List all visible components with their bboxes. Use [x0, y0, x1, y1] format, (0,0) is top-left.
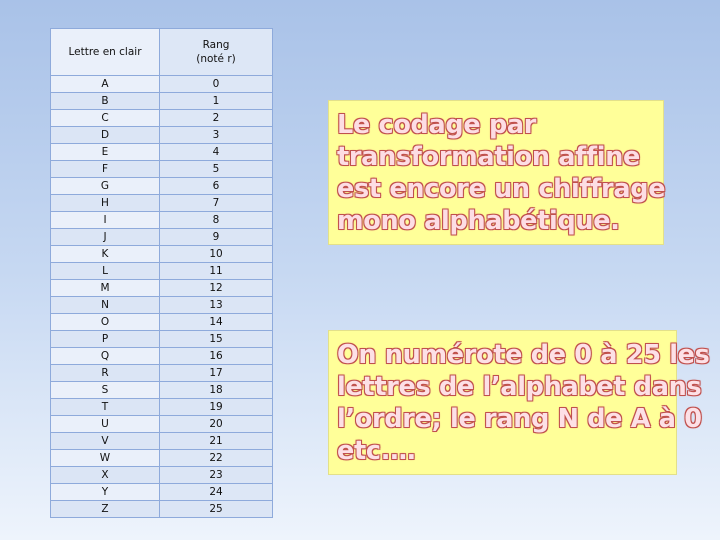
rank-cell: 25	[160, 501, 273, 518]
rank-cell: 24	[160, 484, 273, 501]
table-row	[51, 416, 273, 433]
rank-cell: 20	[160, 416, 273, 433]
table-row	[51, 365, 273, 382]
table-row	[51, 484, 273, 501]
table-row	[51, 467, 273, 484]
letter-cell: I	[51, 212, 160, 229]
note1-line: est encore un chiffrage	[337, 174, 666, 204]
header-rank-line2: (noté r)	[196, 53, 236, 65]
rank-cell: 6	[160, 178, 273, 195]
rank-cell: 0	[160, 76, 273, 93]
table-row	[51, 433, 273, 450]
letter-cell: S	[51, 382, 160, 399]
table-row	[51, 229, 273, 246]
rank-cell: 23	[160, 467, 273, 484]
letter-cell: Q	[51, 348, 160, 365]
rank-cell: 18	[160, 382, 273, 399]
note2-line: l’ordre; le rang N de A à 0	[337, 404, 702, 434]
letter-cell: T	[51, 399, 160, 416]
letter-cell: R	[51, 365, 160, 382]
table-row	[51, 178, 273, 195]
header-rank	[160, 29, 273, 76]
letter-cell: P	[51, 331, 160, 348]
rank-cell: 10	[160, 246, 273, 263]
rank-cell: 14	[160, 314, 273, 331]
note2-line: On numérote de 0 à 25 les	[337, 340, 710, 370]
letter-cell: J	[51, 229, 160, 246]
rank-cell: 15	[160, 331, 273, 348]
header-rank-line1: Rang	[202, 39, 230, 51]
table-row	[51, 348, 273, 365]
letter-cell: D	[51, 127, 160, 144]
letter-cell: K	[51, 246, 160, 263]
table-row	[51, 93, 273, 110]
table-row	[51, 501, 273, 518]
rank-cell: 2	[160, 110, 273, 127]
letter-cell: N	[51, 297, 160, 314]
table-row	[51, 314, 273, 331]
note2-line: lettres de l’alphabet dans	[337, 372, 702, 402]
table-row	[51, 246, 273, 263]
letter-cell: V	[51, 433, 160, 450]
numbering-note	[328, 330, 710, 475]
table-row	[51, 297, 273, 314]
table-row	[51, 127, 273, 144]
rank-cell: 4	[160, 144, 273, 161]
letter-cell: B	[51, 93, 160, 110]
letter-cell: F	[51, 161, 160, 178]
letter-cell: M	[51, 280, 160, 297]
table-row	[51, 144, 273, 161]
letter-cell: W	[51, 450, 160, 467]
rank-cell: 9	[160, 229, 273, 246]
letter-cell: X	[51, 467, 160, 484]
table-row	[51, 280, 273, 297]
rank-cell: 1	[160, 93, 273, 110]
rank-cell: 19	[160, 399, 273, 416]
letter-cell: L	[51, 263, 160, 280]
rank-cell: 17	[160, 365, 273, 382]
table-row	[51, 161, 273, 178]
letter-cell: A	[51, 76, 160, 93]
table-row	[51, 331, 273, 348]
table-header-row	[51, 29, 273, 76]
letter-cell: U	[51, 416, 160, 433]
table-body	[51, 76, 273, 518]
note2-line: etc.…	[337, 436, 416, 466]
rank-cell: 22	[160, 450, 273, 467]
rank-cell: 12	[160, 280, 273, 297]
rank-cell: 7	[160, 195, 273, 212]
rank-cell: 3	[160, 127, 273, 144]
rank-cell: 11	[160, 263, 273, 280]
letter-cell: H	[51, 195, 160, 212]
rank-cell: 16	[160, 348, 273, 365]
rank-cell: 21	[160, 433, 273, 450]
table-row	[51, 382, 273, 399]
note1-line: Le codage par	[337, 110, 537, 140]
letter-cell: G	[51, 178, 160, 195]
letter-cell: E	[51, 144, 160, 161]
letter-cell: Z	[51, 501, 160, 518]
note1-line: transformation affine	[337, 142, 641, 172]
table-row	[51, 76, 273, 93]
table-row	[51, 110, 273, 127]
rank-cell: 13	[160, 297, 273, 314]
letter-cell: Y	[51, 484, 160, 501]
rank-cell: 8	[160, 212, 273, 229]
table-row	[51, 212, 273, 229]
note1-line: mono alphabétique.	[337, 206, 620, 236]
header-letter: Lettre en clair	[51, 29, 160, 76]
table-row	[51, 195, 273, 212]
letter-cell: O	[51, 314, 160, 331]
rank-cell: 5	[160, 161, 273, 178]
table-row	[51, 450, 273, 467]
affine-cipher-note	[328, 100, 664, 245]
alphabet-rank-table	[50, 28, 273, 518]
letter-cell: C	[51, 110, 160, 127]
table-row	[51, 263, 273, 280]
table-row	[51, 399, 273, 416]
